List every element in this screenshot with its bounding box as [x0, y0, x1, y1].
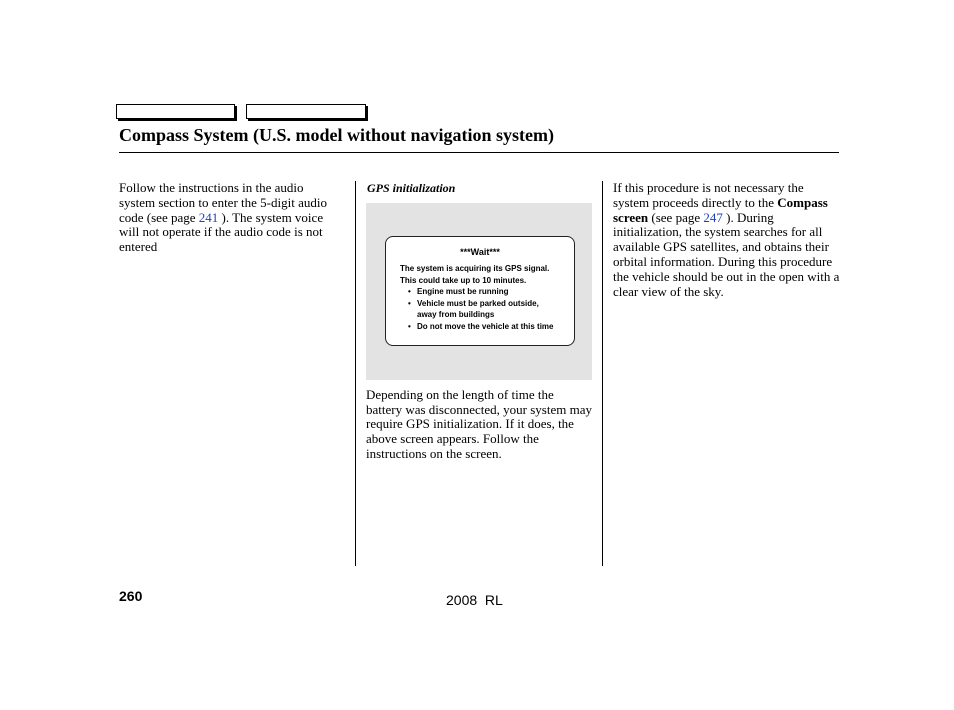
left-text: Follow the instructions in the audio system section to enter the 5-digit audio code (see page [119, 180, 327, 225]
page-link-241[interactable]: 241 [198, 209, 219, 225]
next-page-button[interactable] [246, 104, 366, 119]
screen-bullet: • Engine must be running [408, 286, 566, 298]
model-label: 2008 RL [446, 592, 503, 608]
column-divider [602, 181, 603, 566]
screen-bullet-list [400, 286, 566, 332]
screen-bullet-text: Vehicle must be parked outside, [417, 298, 539, 308]
right-text-mid: (see page [648, 209, 704, 225]
column-divider [355, 181, 356, 566]
section-subheading: GPS initialization [367, 181, 456, 195]
screen-bullet-continuation: away from buildings [417, 310, 495, 320]
middle-column [366, 181, 592, 462]
compass-screen-term: Compass screen [613, 194, 828, 225]
page-number: 260 [119, 588, 143, 604]
page-title: Compass System (U.S. model without navigation system) [119, 125, 555, 145]
left-column [119, 181, 341, 255]
screen-bullet [408, 298, 566, 321]
right-text-end: ). During initialization, the system searches for all available GPS satellites, and obtains their orbital information. During this procedure the vehicle should be out in the open with a clear view of the sky. [613, 209, 840, 299]
right-column [613, 181, 841, 299]
gps-wait-screen [385, 236, 575, 346]
previous-page-button[interactable] [116, 104, 235, 119]
screen-bullet: • Do not move the vehicle at this time [408, 321, 566, 333]
screen-title: ***Wait*** [460, 246, 500, 257]
middle-paragraph: Depending on the length of time the battery was disconnected, your system may require GPS initialization. If it does, the above screen appears. Follow the instructions on the screen. [366, 386, 592, 461]
screen-line: This could take up to 10 minutes. [400, 275, 527, 285]
page-link-247[interactable]: 247 [703, 209, 723, 225]
screen-line: The system is acquiring its GPS signal. [400, 264, 550, 274]
left-text-end: ). The system voice will not operate if the audio code is not entered [119, 209, 324, 255]
screen-illustration [366, 203, 592, 380]
right-text: If this procedure is not necessary the system proceeds directly to the [613, 180, 804, 210]
title-divider [119, 152, 839, 153]
